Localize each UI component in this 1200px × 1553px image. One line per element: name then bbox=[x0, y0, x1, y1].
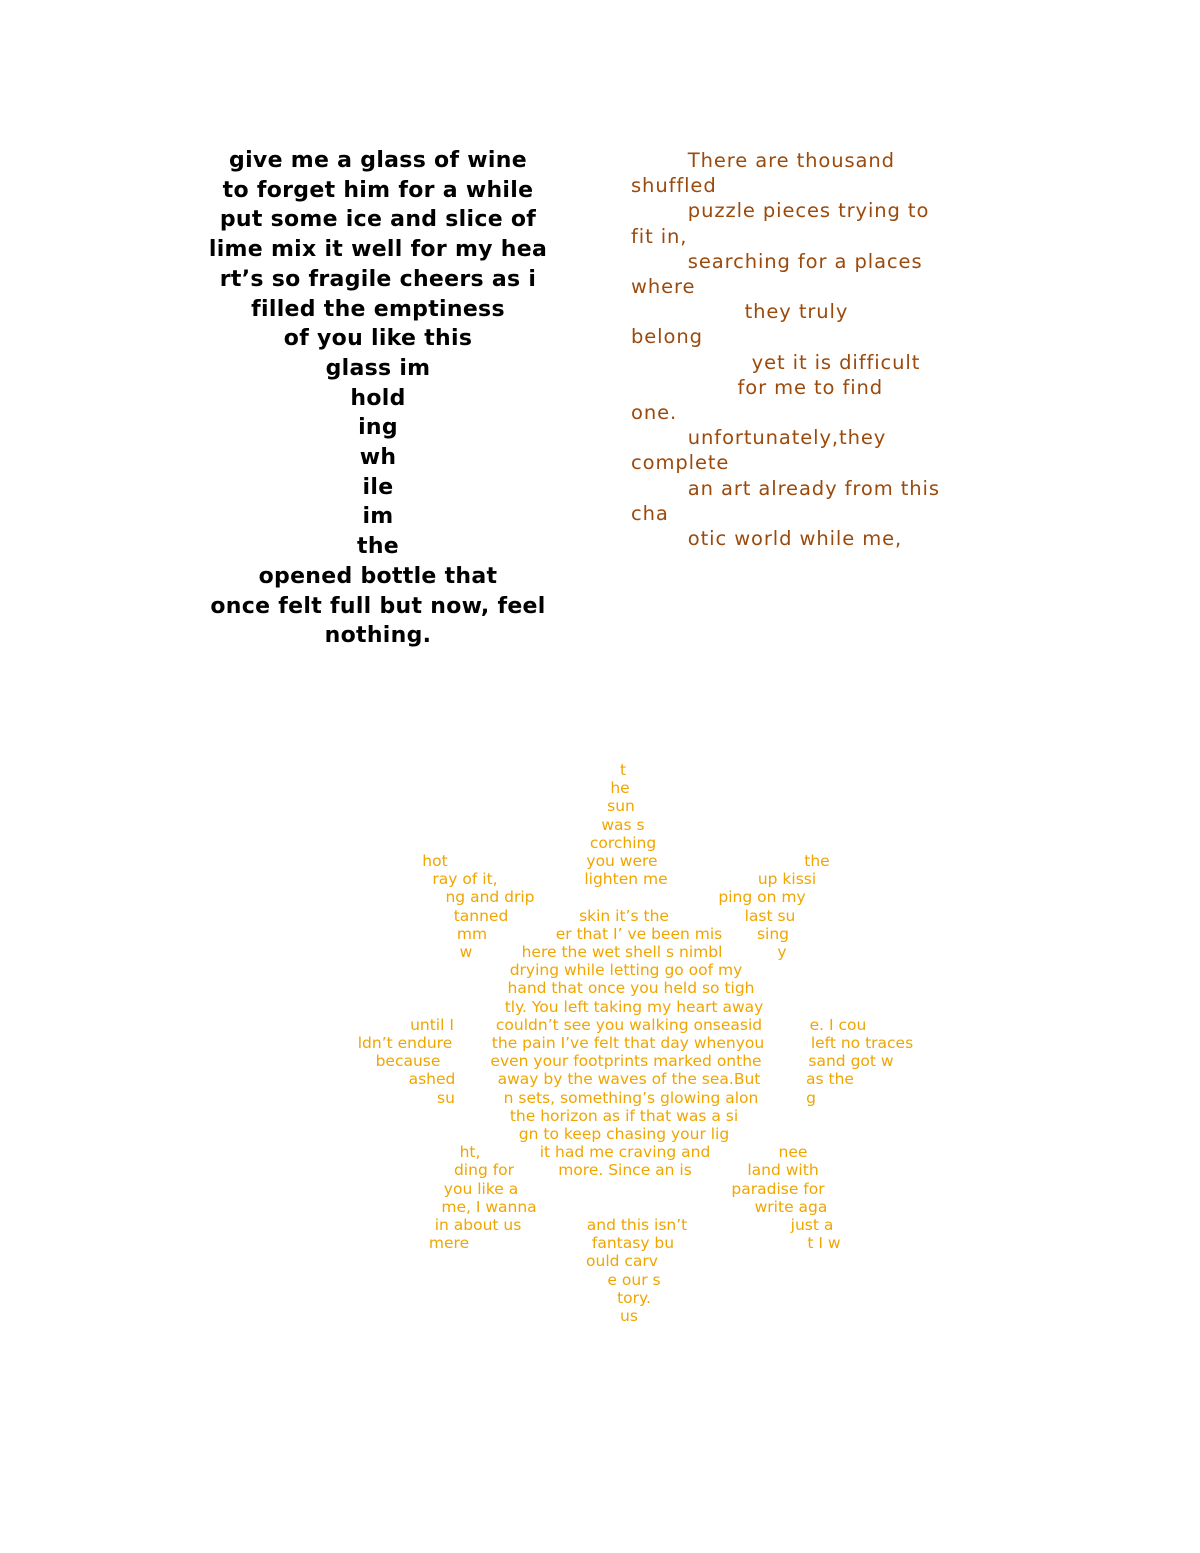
starfish-poem-fragment: ht, bbox=[459, 1143, 481, 1162]
starfish-poem-fragment: su bbox=[437, 1088, 455, 1107]
starfish-poem-fragment: n sets, something’s glowing alon bbox=[503, 1088, 759, 1107]
poem-line: puzzle pieces trying to bbox=[631, 199, 930, 223]
starfish-poem-fragment: ng and drip bbox=[445, 888, 535, 907]
poem-line: complete bbox=[631, 451, 730, 475]
poem-line: ile bbox=[362, 474, 394, 500]
starfish-poem-fragment: and this isn’t bbox=[586, 1216, 688, 1234]
poem-line: wh bbox=[359, 445, 397, 471]
starfish-poem-fragment: land with bbox=[747, 1161, 819, 1180]
starfish-poem-fragment: even your footprints marked onthe bbox=[490, 1052, 762, 1071]
starfish-poem-fragment: in about us bbox=[434, 1216, 522, 1234]
starfish-poem-fragment: w bbox=[459, 943, 473, 961]
poem-line: hold bbox=[350, 385, 406, 411]
starfish-poem-fragment: mm bbox=[456, 924, 488, 943]
starfish-poem-fragment: you like a bbox=[443, 1179, 519, 1198]
starfish-poem-fragment: g bbox=[806, 1088, 816, 1107]
starfish-poem-fragment: us bbox=[620, 1307, 638, 1325]
starfish-poem-fragment: gn to keep chasing your lig bbox=[518, 1125, 730, 1143]
poem-line: put some ice and slice of bbox=[219, 207, 537, 233]
poem-line: cha bbox=[631, 501, 669, 525]
starfish-poem-fragment: because bbox=[375, 1052, 441, 1071]
starfish-poem-fragment: away by the waves of the sea.But bbox=[497, 1070, 761, 1089]
poem-line: ing bbox=[358, 415, 398, 441]
starfish-poem-fragment: lighten me bbox=[584, 870, 668, 889]
starfish-poem-fragment: paradise for bbox=[731, 1179, 825, 1198]
starfish-poem-fragment: more. Since an is bbox=[558, 1161, 692, 1180]
poem-line: an art already from this bbox=[631, 476, 940, 500]
starfish-poem-fragment: y bbox=[777, 943, 787, 961]
poem-line: shuffled bbox=[631, 174, 717, 198]
starfish-poem-fragment: drying while letting go oof my bbox=[509, 961, 743, 980]
starfish-poem-fragment: write aga bbox=[754, 1197, 828, 1216]
starfish-poem-fragment: tanned bbox=[453, 906, 509, 925]
poem-line: the bbox=[357, 534, 399, 560]
starfish-poem-fragment: er that I’ ve been mis bbox=[555, 924, 723, 943]
starfish-poem-fragment: ding for bbox=[453, 1161, 515, 1180]
starfish-poem-fragment: sing bbox=[756, 924, 790, 943]
starfish-poem-fragment: the bbox=[804, 852, 830, 870]
starfish-poem-fragment: here the wet shell s nimbl bbox=[521, 943, 723, 961]
starfish-poem-fragment: until I bbox=[410, 1015, 454, 1034]
poem-line: give me a glass of wine bbox=[229, 148, 527, 173]
starfish-poem-fragment: corching bbox=[589, 833, 657, 852]
poem-line: There are thousand bbox=[631, 149, 895, 172]
poem-line: to forget him for a while bbox=[222, 177, 534, 203]
starfish-poem-fragment: t bbox=[619, 761, 627, 779]
starfish-poem-fragment: skin it’s the bbox=[579, 906, 669, 925]
starfish-poem-fragment: left no traces bbox=[810, 1034, 914, 1052]
poem-line: they truly bbox=[631, 300, 849, 324]
starfish-poem-fragment: sand got w bbox=[808, 1052, 894, 1071]
starfish-poem-fragment: e. I cou bbox=[809, 1015, 867, 1034]
starfish-poem-fragment: ldn’t endure bbox=[357, 1034, 453, 1052]
poem-line: glass im bbox=[325, 355, 431, 381]
starfish-poem-fragment: hot bbox=[422, 852, 448, 870]
starfish-poem-fragment: nee bbox=[778, 1143, 808, 1162]
starfish-poem-fragment: fantasy bu bbox=[591, 1234, 675, 1253]
starfish-poem-fragment: just a bbox=[790, 1216, 834, 1234]
starfish-poem-fragment: t I w bbox=[807, 1234, 841, 1253]
starfish-poem-fragment: me, I wanna bbox=[441, 1197, 537, 1216]
starfish-poem-fragment: ashed bbox=[408, 1070, 456, 1089]
starfish-poem-fragment: it had me craving and bbox=[539, 1143, 711, 1162]
starfish-poem-fragment: e our s bbox=[607, 1270, 661, 1289]
poem-line: for me to find bbox=[631, 375, 884, 399]
starfish-poem-fragment: ould carv bbox=[586, 1252, 658, 1271]
poem-line: yet it is difficult bbox=[631, 350, 921, 374]
starfish-poem-fragment: tory. bbox=[617, 1288, 651, 1307]
starfish-poem-fragment: ray of it, bbox=[432, 870, 498, 889]
poem-line: nothing. bbox=[324, 623, 432, 649]
poem-line: unfortunately,they bbox=[631, 426, 887, 450]
poem-line: filled the emptiness bbox=[251, 296, 505, 322]
poem-line: fit in, bbox=[631, 224, 688, 248]
poem-line: im bbox=[362, 504, 394, 530]
starfish-poem-fragment: ping on my bbox=[718, 888, 806, 907]
poem-line: rt’s so fragile cheers as i bbox=[219, 266, 537, 292]
poem-line: one. bbox=[631, 401, 678, 425]
poem-line: once felt full but now, feel bbox=[210, 593, 546, 619]
starfish-poem-fragment: he bbox=[610, 779, 630, 798]
poem-line: belong bbox=[631, 325, 703, 349]
starfish-poem-fragment: was s bbox=[601, 815, 645, 834]
poem-line: of you like this bbox=[283, 326, 473, 352]
poem-line: where bbox=[631, 275, 696, 299]
starfish-poem-fragment: as the bbox=[806, 1070, 854, 1089]
poem-line: opened bottle that bbox=[258, 563, 498, 589]
poem-line: lime mix it well for my hea bbox=[208, 237, 548, 263]
starfish-poem-fragment: couldn’t see you walking onseasid bbox=[495, 1015, 763, 1034]
starfish-poem-fragment: the horizon as if that was a si bbox=[509, 1106, 739, 1125]
poem-line: otic world while me, bbox=[631, 527, 903, 551]
starfish-poem-fragment: the pain I’ve felt that day whenyou bbox=[491, 1034, 765, 1052]
starfish-poem-fragment: you were bbox=[586, 852, 658, 870]
starfish-poem-fragment: up kissi bbox=[757, 870, 817, 889]
starfish-poem-fragment: last su bbox=[744, 906, 796, 925]
starfish-poem-fragment: tly. You left taking my heart away bbox=[504, 997, 764, 1016]
starfish-poem-fragment: hand that once you held so tigh bbox=[507, 979, 755, 998]
starfish-poem-fragment: sun bbox=[607, 797, 635, 816]
poem-line: searching for a places bbox=[631, 249, 923, 273]
starfish-poem-fragment: mere bbox=[428, 1234, 470, 1253]
